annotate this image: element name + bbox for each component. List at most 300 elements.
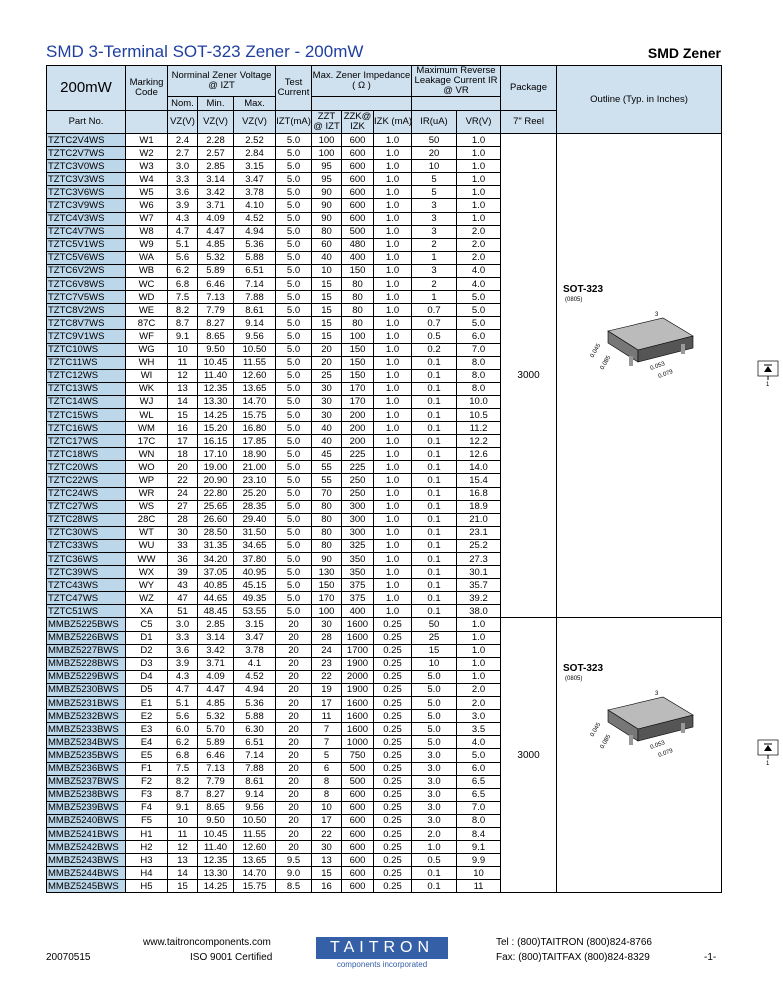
cell: 0.1 xyxy=(412,605,457,618)
cell: WP xyxy=(126,474,168,487)
cell: 80 xyxy=(312,513,342,526)
cell: 0.1 xyxy=(412,356,457,369)
cell: 10 xyxy=(312,264,342,277)
cell: 13.65 xyxy=(234,382,276,395)
cell: 1.0 xyxy=(457,160,501,173)
cell: 5.0 xyxy=(276,343,312,356)
cell: 5.1 xyxy=(168,697,198,710)
cell: 20 xyxy=(276,644,312,657)
cell: 20 xyxy=(276,827,312,840)
cell: 5.0 xyxy=(457,317,501,330)
cell: 70 xyxy=(312,487,342,500)
partno-header: Part No. xyxy=(47,111,126,134)
cell: 8.61 xyxy=(234,304,276,317)
cell: 0.1 xyxy=(412,422,457,435)
cell: 1.0 xyxy=(374,395,412,408)
cell: W5 xyxy=(126,186,168,199)
cell: 10.5 xyxy=(457,408,501,421)
cell: 5.0 xyxy=(276,500,312,513)
cell: 11.55 xyxy=(234,827,276,840)
cell: 20 xyxy=(276,775,312,788)
cell: H4 xyxy=(126,867,168,880)
cell: 3.9 xyxy=(168,199,198,212)
cell: 20 xyxy=(276,670,312,683)
cell: 20 xyxy=(412,147,457,160)
cell: 1.0 xyxy=(457,147,501,160)
part-number: MMBZ5227BWS xyxy=(47,644,126,657)
cell: 31.35 xyxy=(198,539,234,552)
cell: 6.2 xyxy=(168,264,198,277)
cell: 80 xyxy=(342,317,374,330)
cell: 2.0 xyxy=(457,238,501,251)
cell: 1.0 xyxy=(457,657,501,670)
part-number: MMBZ5230BWS xyxy=(47,683,126,696)
cell: 87C xyxy=(126,317,168,330)
cell: 8.61 xyxy=(234,775,276,788)
cell: 25.2 xyxy=(457,539,501,552)
cell: 5.88 xyxy=(234,710,276,723)
cell: 1600 xyxy=(342,631,374,644)
cell: 0.25 xyxy=(374,788,412,801)
part-number: TZTC3V9WS xyxy=(47,199,126,212)
cell: 3.78 xyxy=(234,186,276,199)
cell: 20.90 xyxy=(198,474,234,487)
cell: 0.1 xyxy=(412,448,457,461)
cell: 30 xyxy=(168,526,198,539)
cell: H2 xyxy=(126,841,168,854)
cell: 95 xyxy=(312,160,342,173)
part-number: TZTC36WS xyxy=(47,553,126,566)
part-number: TZTC8V7WS xyxy=(47,317,126,330)
cell: 5.0 xyxy=(276,553,312,566)
cell: 16 xyxy=(168,422,198,435)
package-qty: 3000 xyxy=(501,134,557,618)
cell: 4.52 xyxy=(234,212,276,225)
cell: 13 xyxy=(312,854,342,867)
cell: 6 xyxy=(312,762,342,775)
part-number: MMBZ5225BWS xyxy=(47,618,126,631)
cell: 100 xyxy=(342,330,374,343)
taitron-logo xyxy=(316,937,448,971)
cell: 14 xyxy=(168,395,198,408)
cell: 28C xyxy=(126,513,168,526)
cell: 9.1 xyxy=(168,801,198,814)
cell: 20 xyxy=(276,814,312,827)
category-label: SMD Zener xyxy=(647,45,721,61)
cell: D5 xyxy=(126,683,168,696)
cell: 600 xyxy=(342,801,374,814)
part-number: TZTC22WS xyxy=(47,474,126,487)
cell: 13.65 xyxy=(234,854,276,867)
part-number: TZTC11WS xyxy=(47,356,126,369)
part-number: MMBZ5241BWS xyxy=(47,827,126,840)
cell: 1.0 xyxy=(412,841,457,854)
cell: 10 xyxy=(457,867,501,880)
part-number: TZTC15WS xyxy=(47,408,126,421)
part-number: TZTC24WS xyxy=(47,487,126,500)
cell: 1.0 xyxy=(374,264,412,277)
cell: 0.25 xyxy=(374,827,412,840)
cell: 5.0 xyxy=(276,526,312,539)
cell: WB xyxy=(126,264,168,277)
part-number: TZTC5V6WS xyxy=(47,251,126,264)
cell: 33 xyxy=(168,539,198,552)
cell: 5.6 xyxy=(168,251,198,264)
cell: 9.56 xyxy=(234,801,276,814)
cell: 8.0 xyxy=(457,382,501,395)
cell: 1.0 xyxy=(457,644,501,657)
cell: 10.50 xyxy=(234,343,276,356)
cell: 37.05 xyxy=(198,566,234,579)
cell: 170 xyxy=(312,592,342,605)
cell: 15 xyxy=(168,880,198,893)
cell: 10 xyxy=(312,801,342,814)
cell: 2.85 xyxy=(198,618,234,631)
logo-text: TAITRON xyxy=(316,937,448,959)
cell: 20 xyxy=(276,683,312,696)
cell: F5 xyxy=(126,814,168,827)
cell: 1.0 xyxy=(457,199,501,212)
cell: WZ xyxy=(126,592,168,605)
cell: 5.0 xyxy=(276,395,312,408)
cell: E1 xyxy=(126,697,168,710)
cell: 0.1 xyxy=(412,500,457,513)
cell: 4.0 xyxy=(457,278,501,291)
cell: 2.0 xyxy=(412,827,457,840)
cell: 5.0 xyxy=(276,435,312,448)
cell: 600 xyxy=(342,134,374,147)
cell: 18 xyxy=(168,448,198,461)
cell: 600 xyxy=(342,827,374,840)
cell: 80 xyxy=(342,304,374,317)
part-number: MMBZ5239BWS xyxy=(47,801,126,814)
cell: 22 xyxy=(168,474,198,487)
vz-nom-header: VZ(V) xyxy=(168,111,198,134)
cell: 150 xyxy=(342,356,374,369)
cell: 28.35 xyxy=(234,500,276,513)
cell: 4.7 xyxy=(168,225,198,238)
cell: 55 xyxy=(312,461,342,474)
cell: 3.14 xyxy=(198,631,234,644)
cell: 4.94 xyxy=(234,225,276,238)
cell: H5 xyxy=(126,880,168,893)
cell: 10.50 xyxy=(234,814,276,827)
cell: 5.0 xyxy=(276,147,312,160)
cell: 5.0 xyxy=(276,448,312,461)
cell: 6.46 xyxy=(198,278,234,291)
part-number: MMBZ5228BWS xyxy=(47,657,126,670)
cell: 20 xyxy=(276,710,312,723)
cell: 5.70 xyxy=(198,723,234,736)
cell: 18.90 xyxy=(234,448,276,461)
cell: 300 xyxy=(342,526,374,539)
package-drawing xyxy=(563,685,713,765)
cell: 17 xyxy=(312,814,342,827)
cell: 80 xyxy=(312,539,342,552)
cell: 15 xyxy=(412,644,457,657)
cell: D2 xyxy=(126,644,168,657)
cell: 1.0 xyxy=(374,579,412,592)
cell: 100 xyxy=(312,134,342,147)
cell: 55 xyxy=(312,474,342,487)
cell: 5.0 xyxy=(412,683,457,696)
part-number: MMBZ5229BWS xyxy=(47,670,126,683)
part-number: TZTC47WS xyxy=(47,592,126,605)
part-number: MMBZ5245BWS xyxy=(47,880,126,893)
cell: 1900 xyxy=(342,683,374,696)
cell: 6.2 xyxy=(168,736,198,749)
cell: 20 xyxy=(312,356,342,369)
cell: E2 xyxy=(126,710,168,723)
cell: 0.1 xyxy=(412,539,457,552)
cell: 5.0 xyxy=(276,605,312,618)
part-number: TZTC3V6WS xyxy=(47,186,126,199)
cell: 30.1 xyxy=(457,566,501,579)
cell: 0.25 xyxy=(374,697,412,710)
dim-c: 0.053 xyxy=(649,361,666,372)
cell: 4.10 xyxy=(234,199,276,212)
cell: 5.0 xyxy=(276,539,312,552)
cell: 20 xyxy=(312,343,342,356)
cell: 53.55 xyxy=(234,605,276,618)
cell: 16 xyxy=(312,880,342,893)
cell: 500 xyxy=(342,775,374,788)
cell: 2.0 xyxy=(457,697,501,710)
cell: WS xyxy=(126,500,168,513)
cell: 14.25 xyxy=(198,880,234,893)
cell: 600 xyxy=(342,186,374,199)
cell: W9 xyxy=(126,238,168,251)
part-number: MMBZ5234BWS xyxy=(47,736,126,749)
cell: 5.0 xyxy=(276,317,312,330)
part-number: TZTC10WS xyxy=(47,343,126,356)
cell: 15 xyxy=(312,317,342,330)
cell: 600 xyxy=(342,160,374,173)
cell: 0.1 xyxy=(412,592,457,605)
vr-header: VR(V) xyxy=(457,111,501,134)
cell: WR xyxy=(126,487,168,500)
cell: 0.25 xyxy=(374,670,412,683)
cell: 5.0 xyxy=(276,225,312,238)
page-title: SMD 3-Terminal SOT-323 Zener - 200mW xyxy=(46,42,364,61)
cell: 1.0 xyxy=(374,553,412,566)
cell: 1.0 xyxy=(457,670,501,683)
part-number: TZTC5V1WS xyxy=(47,238,126,251)
cell: 5.0 xyxy=(276,199,312,212)
cell: 36 xyxy=(168,553,198,566)
cell: 5.0 xyxy=(276,160,312,173)
cell: 0.1 xyxy=(412,382,457,395)
zener-symbol-icon xyxy=(753,735,783,768)
zener-spec-table xyxy=(46,65,770,893)
cell: 7 xyxy=(312,736,342,749)
part-number: TZTC4V7WS xyxy=(47,225,126,238)
cell: 600 xyxy=(342,173,374,186)
cell: 1.0 xyxy=(374,225,412,238)
cell: 8.65 xyxy=(198,801,234,814)
cell: 600 xyxy=(342,880,374,893)
cell: 11.55 xyxy=(234,356,276,369)
dim-c: 0.053 xyxy=(649,740,666,752)
dim-d: 0.079 xyxy=(657,369,674,380)
part-number: TZTC3V0WS xyxy=(47,160,126,173)
dim-a: 0.045 xyxy=(589,722,603,739)
cell: 300 xyxy=(342,500,374,513)
cell: 6.30 xyxy=(234,723,276,736)
cell: 40 xyxy=(312,251,342,264)
cell: 30 xyxy=(312,395,342,408)
cell: 1000 xyxy=(342,736,374,749)
cell: 20 xyxy=(276,841,312,854)
cell: 2.0 xyxy=(457,225,501,238)
cell: 9.1 xyxy=(457,841,501,854)
cell: 5.0 xyxy=(276,212,312,225)
cell: 1900 xyxy=(342,657,374,670)
cell: 5.0 xyxy=(276,278,312,291)
cell: WX xyxy=(126,566,168,579)
part-number: TZTC14WS xyxy=(47,395,126,408)
cell: 5.0 xyxy=(276,291,312,304)
cell: 5.89 xyxy=(198,736,234,749)
cell: 5.0 xyxy=(457,304,501,317)
cell: 20 xyxy=(168,461,198,474)
cell: 0.1 xyxy=(412,487,457,500)
cell: 3.47 xyxy=(234,631,276,644)
cell: 5.0 xyxy=(276,422,312,435)
cell: 7.88 xyxy=(234,762,276,775)
cell: 4.47 xyxy=(198,225,234,238)
cell: 0.2 xyxy=(412,343,457,356)
cell: 3.42 xyxy=(198,644,234,657)
cell: 150 xyxy=(342,369,374,382)
cell: 0.7 xyxy=(412,304,457,317)
cell: 9.14 xyxy=(234,317,276,330)
cell: 5.32 xyxy=(198,710,234,723)
cell: 3.6 xyxy=(168,644,198,657)
cell: 0.1 xyxy=(412,513,457,526)
cell: 2.0 xyxy=(457,251,501,264)
cell: 5.6 xyxy=(168,710,198,723)
cell: 15.75 xyxy=(234,880,276,893)
cell: 200 xyxy=(342,422,374,435)
zener-symbol-icon xyxy=(753,356,783,386)
part-number: TZTC51WS xyxy=(47,605,126,618)
cell: 3.0 xyxy=(412,814,457,827)
cell: 0.25 xyxy=(374,631,412,644)
dim-d: 0.079 xyxy=(657,748,674,760)
cell: 1.0 xyxy=(374,304,412,317)
cell: 5.89 xyxy=(198,264,234,277)
cell: 3.0 xyxy=(412,801,457,814)
cell: 16.15 xyxy=(198,435,234,448)
cell: 5.0 xyxy=(276,566,312,579)
cell: 1 xyxy=(412,291,457,304)
zener-impedance-header: Max. Zener Impedance ( Ω ) xyxy=(312,66,412,97)
cell: 12.35 xyxy=(198,854,234,867)
cell: 38.0 xyxy=(457,605,501,618)
cell: 20 xyxy=(276,749,312,762)
cell: 5.0 xyxy=(276,238,312,251)
cell: 60 xyxy=(312,238,342,251)
cell: 34.20 xyxy=(198,553,234,566)
cell: 9.50 xyxy=(198,343,234,356)
cell: 600 xyxy=(342,841,374,854)
cell: F2 xyxy=(126,775,168,788)
cell: 7.13 xyxy=(198,291,234,304)
cell: WT xyxy=(126,526,168,539)
cell: 19.00 xyxy=(198,461,234,474)
cell: 6.0 xyxy=(457,762,501,775)
marking-spacer xyxy=(126,111,168,134)
pin3-label: 3 xyxy=(655,312,659,318)
cell: 500 xyxy=(342,762,374,775)
cell: 18.9 xyxy=(457,500,501,513)
cell: 17 xyxy=(312,697,342,710)
part-number: MMBZ5231BWS xyxy=(47,697,126,710)
cell: 5.0 xyxy=(276,461,312,474)
cell: 8.7 xyxy=(168,788,198,801)
cell: 1.0 xyxy=(374,251,412,264)
cell: 0.1 xyxy=(412,867,457,880)
cell: 30 xyxy=(312,382,342,395)
cell: 95 xyxy=(312,173,342,186)
footer-tel: Tel : (800)TAITRON (800)824-8766 xyxy=(496,937,652,948)
cell: 1.0 xyxy=(374,435,412,448)
zzt-header: ZZT @ IZT xyxy=(313,111,340,132)
cell: 5.0 xyxy=(457,749,501,762)
cell: E3 xyxy=(126,723,168,736)
dim-b: 0.085 xyxy=(599,734,613,751)
cell: 0.25 xyxy=(374,618,412,631)
cell: 5.0 xyxy=(276,592,312,605)
cell: 3.15 xyxy=(234,618,276,631)
cell: 5 xyxy=(412,173,457,186)
table-row xyxy=(47,618,722,631)
cell: 11.40 xyxy=(198,841,234,854)
pin3-label: 3 xyxy=(655,691,659,698)
cell: 0.25 xyxy=(374,841,412,854)
power-rating: 200mW xyxy=(47,66,126,111)
cell: 11.2 xyxy=(457,422,501,435)
cell: 21.0 xyxy=(457,513,501,526)
cell: WH xyxy=(126,356,168,369)
cell: 39 xyxy=(168,566,198,579)
cell: 23.1 xyxy=(457,526,501,539)
cell: 4.1 xyxy=(234,657,276,670)
cell: 22 xyxy=(312,670,342,683)
cell: 5.0 xyxy=(276,579,312,592)
vz-min-header: VZ(V) xyxy=(198,111,234,134)
cell: 14.70 xyxy=(234,395,276,408)
cell: 2.84 xyxy=(234,147,276,160)
cell: 5.0 xyxy=(276,369,312,382)
cell: 80 xyxy=(312,526,342,539)
part-number: TZTC2V4WS xyxy=(47,134,126,147)
cell: 5.0 xyxy=(276,134,312,147)
cell: 40.95 xyxy=(234,566,276,579)
cell: 12 xyxy=(168,369,198,382)
cell: 27.3 xyxy=(457,553,501,566)
cell: 0.25 xyxy=(374,854,412,867)
cell: D3 xyxy=(126,657,168,670)
cell: 50 xyxy=(412,134,457,147)
cell: 3.42 xyxy=(198,186,234,199)
cell: D1 xyxy=(126,631,168,644)
cell: 100 xyxy=(312,147,342,160)
cell: 45 xyxy=(312,448,342,461)
cell: 24 xyxy=(168,487,198,500)
cell: W7 xyxy=(126,212,168,225)
